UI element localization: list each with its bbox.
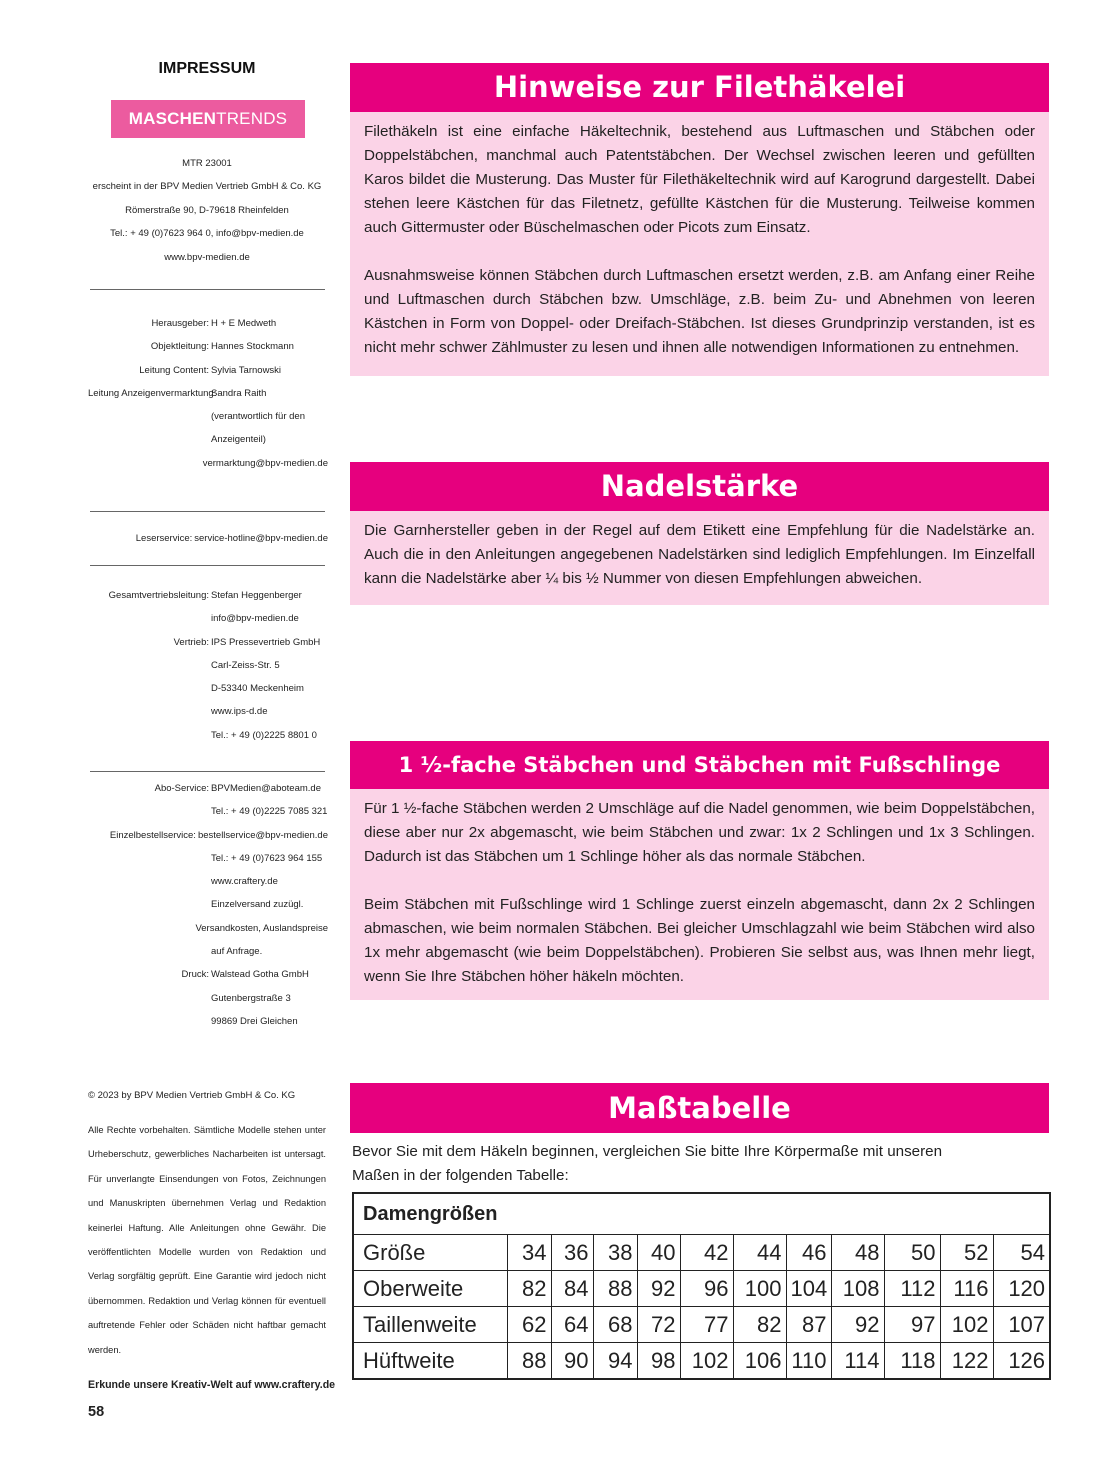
credit-label: Leitung Anzeigenvermarktung: — [88, 387, 217, 399]
credit-label: Herausgeber: — [151, 318, 209, 329]
credit-label: Gesamtvertriebsleitung: — [108, 590, 209, 601]
table-cell: 34 — [507, 1235, 551, 1271]
table-cell: 62 — [507, 1307, 551, 1343]
table-cell: 108 — [831, 1271, 884, 1307]
table-cell: 116 — [940, 1271, 993, 1307]
filet-body — [350, 112, 1049, 376]
table-cell: 112 — [884, 1271, 940, 1307]
credit-label — [88, 452, 203, 475]
credit-row — [88, 1010, 328, 1033]
credit-label — [88, 917, 195, 940]
credit-value: www.ips-d.de — [211, 706, 268, 718]
credit-value: Gutenbergstraße 3 — [211, 992, 291, 1004]
filet-paragraph-2: Ausnahmsweise können Stäbchen durch Luftmaschen ersetzt werden, z.B. am Anfang einer Reihe und Luftmaschen durch Stäbchen bzw. Umschläge, z.B. beim Zu- und Abnehmen von leeren Kästchen in Form von Doppel- oder Dreifach-Stäbchen. Ist dieses Grundprinzip verstanden, ist es nicht mehr schwer Zählmuster zu lesen und ihnen alle notwendigen Informationen zu entnehmen. — [364, 267, 1035, 356]
table-cell: 54 — [993, 1235, 1050, 1271]
credit-label — [88, 405, 211, 428]
credit-value: Tel.: + 49 (0)2225 8801 0 — [211, 729, 317, 741]
table-cell: 94 — [593, 1343, 637, 1380]
table-cell: 44 — [733, 1235, 786, 1271]
credit-value: Sylvia Tarnowski — [211, 364, 282, 376]
page-number: 58 — [88, 1404, 105, 1420]
credits-group-4 — [88, 777, 328, 1033]
credit-value: D-53340 Meckenheim — [211, 683, 304, 695]
staebchen-heading: 1 ½-fache Stäbchen und Stäbchen mit Fußschlinge — [350, 741, 1049, 789]
filet-paragraph-1: Filethäkeln ist eine einfache Häkeltechnik, bestehend aus Luftmaschen und Stäbchen oder Doppelstäbchen, manchmal auch Patentstäbchen. Der Wechsel zwischen leeren und gefüllten Karos bildet die Musterung. Das Muster für Filethäkeltechnik wird auf Karogrund dargestellt. Dabei stehen leere Kästchen für das Filetnetz, gefüllte Kästchen für die Musterung. Teilweise kommen auch Gittermuster oder Büschelmaschen oder Picots zum Einsatz. — [364, 123, 1035, 236]
divider — [90, 511, 325, 512]
credit-label: Objektleitung: — [150, 341, 209, 353]
credit-label: Abo-Service: — [154, 783, 209, 794]
logo-light-text: TRENDS — [216, 109, 288, 128]
credit-row — [88, 700, 328, 723]
table-cell: 120 — [993, 1271, 1050, 1307]
nadel-paragraph-1: Die Garnhersteller geben in der Regel auf dem Etikett eine Empfehlung für die Nadelstärke an. Auch die in den Anleitungen angegebenen Nadelstärken sind lediglich Empfehlungen. Im Einzelfall kann die Nadelstärke aber ¼ bis ½ Nummer von diesen Empfehlungen abweichen. — [364, 522, 1035, 587]
craftery-link-text: Erkunde unsere Kreativ-Welt auf www.craftery.de — [88, 1379, 336, 1391]
credit-row — [88, 940, 328, 963]
credit-label: Druck: — [181, 969, 209, 981]
credit-row — [88, 824, 328, 847]
credit-value: auf Anfrage. — [211, 946, 263, 958]
table-cell: 110 — [786, 1343, 831, 1380]
size-table — [352, 1192, 1051, 1380]
pub-line: www.bpv-medien.de — [164, 251, 250, 263]
table-cell: 106 — [733, 1343, 786, 1380]
divider — [90, 565, 325, 566]
table-cell: 102 — [680, 1343, 733, 1380]
credit-label — [88, 870, 211, 893]
credit-value: Anzeigenteil) — [211, 434, 266, 446]
credit-label: Vertrieb: — [173, 636, 209, 648]
credit-row — [88, 724, 328, 747]
credit-value: Sandra Raith — [211, 387, 267, 399]
credit-value: H + E Medweth — [211, 318, 277, 329]
credit-value: Walstead Gotha GmbH — [211, 969, 309, 981]
table-row — [353, 1343, 1050, 1380]
credit-label — [88, 428, 211, 451]
credit-row — [88, 631, 328, 654]
table-cell: 98 — [637, 1343, 680, 1380]
credit-value: service-hotline@bpv-medien.de — [194, 533, 328, 544]
table-cell: 102 — [940, 1307, 993, 1343]
table-cell: 114 — [831, 1343, 884, 1380]
credit-value: Stefan Heggenberger — [211, 590, 302, 601]
table-cell: 87 — [786, 1307, 831, 1343]
credit-label — [88, 847, 211, 870]
credit-value: Tel.: + 49 (0)2225 7085 321 — [211, 806, 328, 818]
credit-row — [88, 527, 328, 550]
credit-value: Versandkosten, Auslandspreise — [195, 922, 328, 934]
table-cell: 84 — [551, 1271, 593, 1307]
row-label: Taillenweite — [353, 1307, 507, 1343]
credit-label — [88, 893, 211, 916]
credits-group-1 — [88, 312, 328, 475]
table-cell: 46 — [786, 1235, 831, 1271]
credit-value: Einzelversand zuzügl. — [211, 899, 304, 911]
table-cell: 90 — [551, 1343, 593, 1380]
table-cell: 50 — [884, 1235, 940, 1271]
credit-value: Carl-Zeiss-Str. 5 — [211, 659, 280, 671]
credit-value: 99869 Drei Gleichen — [211, 1015, 298, 1027]
table-cell: 64 — [551, 1307, 593, 1343]
credit-label — [88, 700, 211, 723]
credit-label: Einzelbestellservice: — [109, 829, 196, 841]
credit-row — [88, 654, 328, 677]
credit-row — [88, 428, 328, 451]
logo-bold-text: MASCHEN — [128, 109, 217, 128]
credit-label — [88, 1010, 211, 1033]
table-row — [353, 1307, 1050, 1343]
credit-row — [88, 893, 328, 916]
table-cell: 40 — [637, 1235, 680, 1271]
credit-value: Tel.: + 49 (0)7623 964 155 — [211, 852, 323, 864]
credit-label — [88, 724, 211, 747]
mass-heading: Maßtabelle — [350, 1083, 1049, 1133]
divider — [90, 771, 325, 772]
credit-row — [88, 359, 328, 382]
credit-row — [88, 335, 328, 358]
credit-row — [88, 312, 328, 335]
credit-row — [88, 405, 328, 428]
table-cell: 92 — [637, 1271, 680, 1307]
pub-line: MTR 23001 — [182, 158, 232, 169]
credit-label — [88, 607, 211, 630]
mass-intro: Bevor Sie mit dem Häkeln beginnen, vergleichen Sie bitte Ihre Körpermaße mit unseren Maßen in der folgenden Tabelle: — [352, 1143, 943, 1184]
table-cell: 107 — [993, 1307, 1050, 1343]
nadel-body — [350, 511, 1049, 605]
table-cell: 126 — [993, 1343, 1050, 1380]
table-cell: 118 — [884, 1343, 940, 1380]
credit-value: IPS Pressevertrieb GmbH — [211, 636, 321, 648]
divider — [90, 289, 325, 290]
credit-row — [88, 584, 328, 607]
credit-value: info@bpv-medien.de — [211, 613, 299, 625]
table-cell: 100 — [733, 1271, 786, 1307]
copyright: © 2023 by BPV Medien Vertrieb GmbH & Co. KG — [88, 1090, 296, 1101]
credit-label — [88, 940, 211, 963]
table-cell: 104 — [786, 1271, 831, 1307]
credit-value: bestellservice@bpv-medien.de — [197, 829, 328, 841]
row-label: Oberweite — [353, 1271, 507, 1307]
pub-line: erscheint in der BPV Medien Vertrieb GmbH & Co. KG — [92, 181, 322, 193]
row-label: Hüftweite — [353, 1343, 507, 1380]
publisher-info — [88, 152, 326, 269]
credit-row — [88, 800, 328, 823]
table-cell: 68 — [593, 1307, 637, 1343]
credits-group-3 — [88, 584, 328, 747]
table-cell: 82 — [733, 1307, 786, 1343]
credit-row — [88, 452, 328, 475]
table-cell: 88 — [507, 1343, 551, 1380]
credit-row — [88, 870, 328, 893]
table-cell: 92 — [831, 1307, 884, 1343]
credit-label — [88, 654, 211, 677]
table-cell: 52 — [940, 1235, 993, 1271]
credit-row — [88, 917, 328, 940]
table-cell: 48 — [831, 1235, 884, 1271]
staebchen-paragraph-1: Für 1 ½-fache Stäbchen werden 2 Umschläge auf die Nadel genommen, wie beim Doppelstäbchen, diese aber nur 2x abgemascht, wie beim Stäbchen und zwar: 1x 2 Schlingen und 1x 3 Schlingen. Dadurch ist das Stäbchen um 1 Schlinge höher als das normale Stäbchen. — [364, 800, 1035, 865]
credit-label: Leserservice: — [135, 533, 193, 544]
credit-row — [88, 382, 328, 405]
credit-row — [88, 677, 328, 700]
table-cell: 72 — [637, 1307, 680, 1343]
credit-label — [88, 987, 211, 1010]
credit-value: BPVMedien@aboteam.de — [211, 783, 321, 794]
credits-group-2 — [88, 527, 328, 550]
credit-value: (verantwortlich für den — [211, 411, 305, 423]
staebchen-paragraph-2: Beim Stäbchen mit Fußschlinge wird 1 Schlinge zuerst einzeln abgemascht, dann 2x 2 Schlingen abmaschen, wie beim normalen Stäbchen. Bei gleicher Umschlagzahl wie beim Stäbchen wird also 1x mehr abgemascht (wie beim Doppelstäbchen). Probieren Sie selbst aus, was Ihnen mehr liegt, wenn Sie Ihre Stäbchen höher häkeln möchten. — [364, 896, 1035, 985]
credit-row — [88, 777, 328, 800]
table-cell: 88 — [593, 1271, 637, 1307]
credit-value: Hannes Stockmann — [211, 341, 294, 353]
table-caption: Damengrößen — [353, 1193, 1050, 1235]
table-cell: 36 — [551, 1235, 593, 1271]
impressum-title: IMPRESSUM — [158, 60, 256, 77]
table-row — [353, 1271, 1050, 1307]
maschentrends-logo — [111, 100, 305, 138]
table-cell: 42 — [680, 1235, 733, 1271]
credit-label: Leitung Content: — [139, 364, 209, 376]
table-cell: 77 — [680, 1307, 733, 1343]
credit-row — [88, 847, 328, 870]
table-cell: 96 — [680, 1271, 733, 1307]
table-cell: 122 — [940, 1343, 993, 1380]
filet-heading: Hinweise zur Filethäkelei — [350, 63, 1049, 112]
table-cell: 38 — [593, 1235, 637, 1271]
row-label: Größe — [353, 1235, 507, 1271]
table-cell: 82 — [507, 1271, 551, 1307]
credit-row — [88, 987, 328, 1010]
credit-value: www.craftery.de — [211, 876, 278, 888]
staebchen-body — [350, 789, 1049, 1000]
credit-row — [88, 607, 328, 630]
nadel-heading: Nadelstärke — [350, 462, 1049, 511]
pub-line: Tel.: + 49 (0)7623 964 0, info@bpv-medien.de — [110, 228, 304, 240]
credit-row — [88, 963, 328, 986]
credit-value: vermarktung@bpv-medien.de — [202, 457, 328, 469]
pub-line: Römerstraße 90, D-79618 Rheinfelden — [125, 204, 289, 216]
table-cell: 97 — [884, 1307, 940, 1343]
table-row — [353, 1235, 1050, 1271]
credit-label — [88, 800, 211, 823]
credit-label — [88, 677, 211, 700]
rights-notice: Alle Rechte vorbehalten. Sämtliche Modelle stehen unter Urheberschutz, gewerbliches Nacharbeiten ist untersagt. Für unverlangte Einsendungen von Fotos, Zeichnungen und Manuskripten übernehmen Verlag und Redaktion keinerlei Haftung. Alle Anleitungen ohne Gewähr. Die veröffentlichten Modelle wurden von Redaktion und Verlag sorgfältig geprüft. Eine Garantie wird jedoch nicht übernommen. Redaktion und Verlag können für eventuell auftretende Fehler oder Schäden nicht haftbar gemacht werden. — [88, 1125, 326, 1355]
